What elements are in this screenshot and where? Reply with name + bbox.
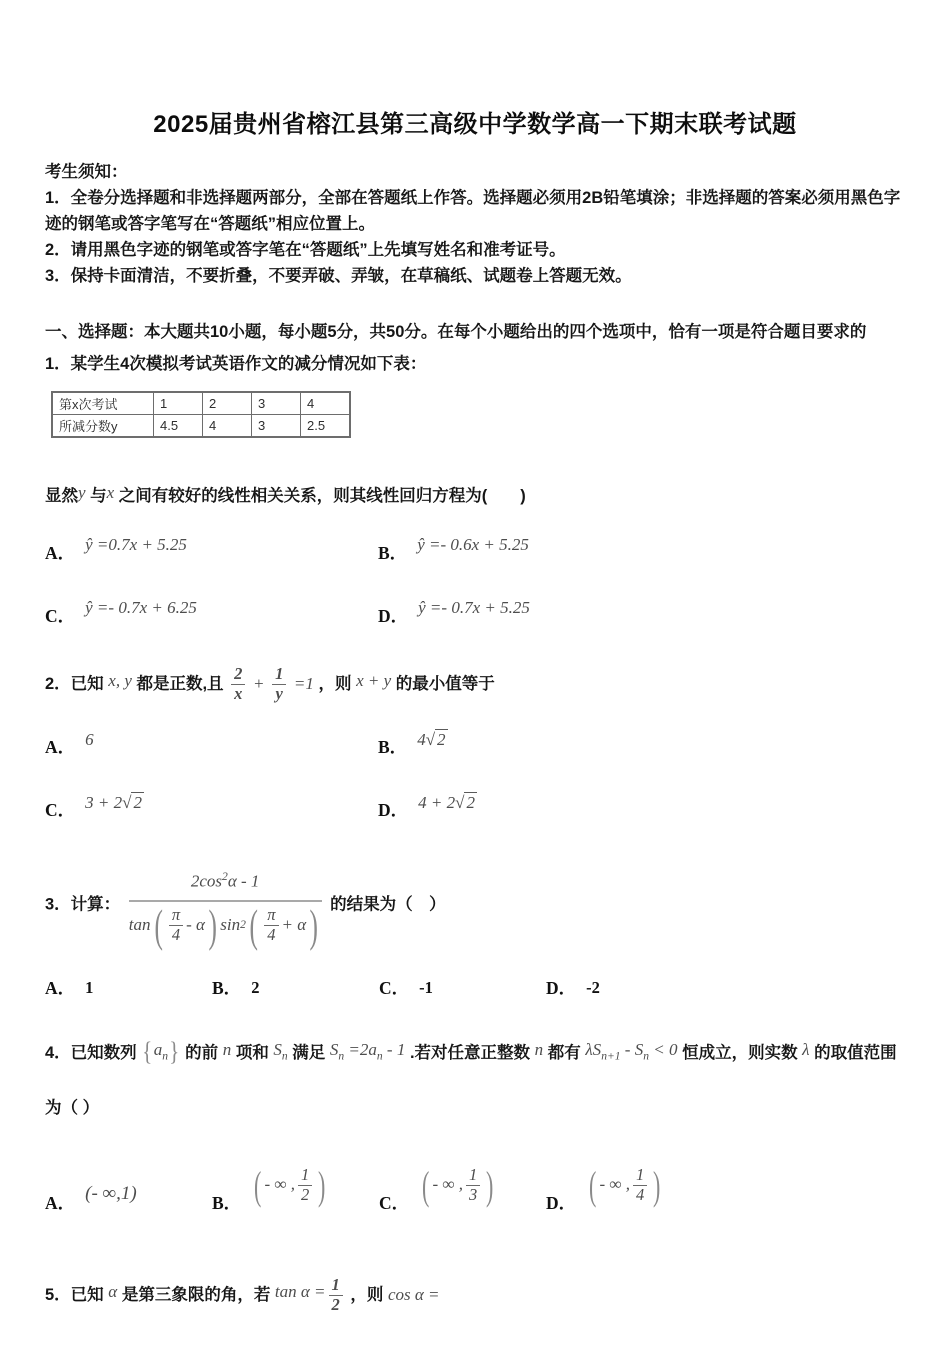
function-name: sin	[220, 915, 241, 935]
text-fragment: 的取值范围为（ ）	[45, 1043, 897, 1118]
question-3-options	[45, 978, 905, 998]
close-brace-icon: }	[169, 1036, 180, 1066]
radicand: 2	[437, 729, 446, 749]
radicand: 2	[466, 792, 475, 812]
subscript: n	[643, 1049, 649, 1063]
question-2-options	[45, 730, 905, 820]
table-row	[52, 415, 350, 438]
table-cell: 第x次考试	[52, 392, 154, 415]
option-b	[212, 1162, 379, 1213]
math-var-n: n	[222, 1039, 232, 1059]
term: - S	[620, 1039, 644, 1059]
fraction-numerator: 1	[469, 1165, 478, 1185]
sequence-term	[153, 1039, 169, 1063]
option-d	[378, 598, 905, 625]
option-d	[378, 793, 905, 820]
option-interval: (- ∞,1)	[85, 1183, 137, 1205]
option-label: B．	[378, 737, 408, 758]
text-fragment: 显然	[45, 487, 78, 505]
fraction-numerator: π	[267, 904, 276, 924]
function-name: tan	[128, 915, 151, 935]
math-cos: cos α =	[387, 1285, 440, 1305]
option-a	[45, 730, 378, 757]
option-a	[45, 1166, 212, 1212]
text-fragment: 项和	[235, 1043, 269, 1062]
sqrt-icon: √	[455, 792, 465, 812]
fraction	[633, 1166, 647, 1205]
option-label: B．	[212, 978, 242, 999]
subscript: n	[338, 1049, 345, 1063]
text-fragment: ，则	[318, 674, 352, 693]
question-5-stem	[45, 1276, 905, 1315]
option-value: 1	[85, 977, 94, 997]
fraction-denominator: 4	[633, 1185, 647, 1205]
close-paren-icon: )	[208, 899, 217, 951]
big-fraction-denominator	[128, 899, 322, 951]
close-paren-icon: )	[309, 899, 319, 951]
option-b	[378, 535, 905, 562]
option-label: A．	[45, 978, 76, 999]
text-fragment: 与	[90, 487, 107, 505]
superscript: 2	[240, 918, 246, 932]
option-label: B．	[378, 542, 408, 563]
table-cell: 2	[203, 392, 252, 415]
option-a	[45, 535, 378, 562]
table-cell: 2.5	[301, 415, 351, 438]
option-formula	[418, 793, 477, 813]
fraction	[169, 906, 183, 945]
subscript: n	[376, 1049, 383, 1063]
option-label: B．	[212, 1192, 242, 1213]
text-fragment: 都是正数,且	[136, 674, 224, 693]
term: 2cos	[190, 871, 223, 891]
sqrt-icon: √	[425, 729, 436, 749]
text-fragment: 的结果为（ ）	[330, 895, 446, 914]
option-label: D．	[546, 978, 577, 999]
subscript: n+1	[601, 1049, 621, 1063]
fraction	[231, 665, 245, 704]
table-cell: 1	[154, 392, 203, 415]
question-3-stem	[45, 864, 905, 951]
coefficient: 3 + 2	[85, 792, 123, 812]
term: - 1	[382, 1039, 406, 1059]
big-fraction-numerator	[191, 864, 260, 900]
text-fragment: 3．计算：	[45, 895, 121, 914]
fraction-denominator: 4	[264, 925, 278, 945]
text-fragment: 满足	[292, 1043, 326, 1062]
text-fragment: 4．已知数列	[45, 1043, 137, 1062]
text-fragment: .若对任意正整数	[409, 1043, 531, 1062]
fraction	[264, 906, 278, 945]
option-formula: ŷ =- 0.6x + 5.25	[417, 535, 529, 554]
math-var-y: y	[78, 483, 86, 502]
option-label: D．	[378, 605, 409, 626]
option-label: C．	[45, 605, 76, 626]
table-row	[52, 392, 350, 415]
math-var-n: n	[534, 1039, 544, 1059]
option-value: 2	[251, 977, 260, 997]
question-1-options	[45, 535, 905, 625]
math-formula-1	[329, 1039, 406, 1063]
option-label: C．	[45, 800, 76, 821]
question-1-followup	[45, 480, 905, 509]
open-paren-icon: (	[249, 899, 258, 951]
math-formula-2	[585, 1039, 678, 1063]
text-fragment: 恒成立，则实数	[682, 1043, 798, 1062]
fraction-numerator: 1	[275, 664, 284, 683]
math-sn	[273, 1039, 288, 1063]
option-c	[45, 598, 378, 625]
text-fragment: ，则	[350, 1286, 384, 1305]
fraction	[298, 1166, 312, 1205]
option-formula	[417, 730, 447, 750]
option-label: D．	[546, 1192, 577, 1213]
fraction-denominator: 3	[466, 1185, 480, 1205]
option-formula: ŷ =- 0.7x + 6.25	[85, 598, 197, 617]
big-fraction	[128, 864, 322, 951]
subscript: n	[281, 1049, 288, 1063]
option-value: -1	[419, 977, 433, 997]
option-label: A．	[45, 1192, 76, 1213]
table-cell: 所减分数y	[52, 415, 154, 438]
option-label: C．	[379, 1192, 410, 1213]
option-label: C．	[379, 978, 410, 999]
option-formula: ŷ =0.7x + 5.25	[85, 535, 187, 554]
table-cell: 4	[203, 415, 252, 438]
option-value: -2	[586, 977, 600, 997]
option-a	[45, 978, 212, 998]
term: S	[329, 1039, 339, 1059]
operator: - α	[186, 915, 205, 935]
fraction-numerator: 1	[636, 1165, 645, 1185]
option-b	[212, 978, 379, 998]
coefficient: 4	[417, 729, 426, 749]
option-d	[546, 978, 905, 998]
superscript: 2	[222, 869, 228, 883]
option-formula: 6	[85, 729, 94, 749]
open-paren-icon: (	[153, 899, 163, 951]
fraction-denominator: 2	[329, 1295, 343, 1315]
term: α - 1	[227, 871, 260, 891]
coefficient: 4 + 2	[418, 792, 456, 812]
variable: S	[273, 1039, 282, 1059]
open-brace-icon: {	[142, 1036, 153, 1066]
option-b	[378, 730, 905, 757]
notice-heading: 考生须知：	[45, 163, 128, 181]
notice-item-1: 1．全卷分选择题和非选择题两部分，全部在答题纸上作答。选择题必须用2B铅笔填涂；非选择题的答案必须用黑色字迹的钢笔或答字笔写在“答题纸”相应位置上。	[45, 189, 901, 233]
close-paren-icon: )	[486, 1162, 494, 1208]
option-c	[379, 978, 546, 998]
table-cell: 4.5	[154, 415, 203, 438]
math-operator: +	[253, 673, 265, 693]
page-title: 2025届贵州省榕江县第三高级中学数学高一下期末联考试题	[153, 111, 797, 138]
notice-section	[45, 159, 905, 289]
interval-left: - ∞ ,	[264, 1174, 296, 1194]
text-fragment: 之间有较好的线性相关关系，则其线性回归方程为( )	[118, 487, 526, 505]
fraction-numerator: 2	[234, 664, 243, 683]
variable: a	[153, 1039, 163, 1059]
math-var-x: x	[106, 483, 115, 502]
term: λS	[585, 1039, 602, 1059]
fraction-denominator: x	[231, 684, 245, 704]
option-c	[379, 1162, 546, 1213]
text-fragment: 的最小值等于	[395, 674, 495, 693]
fraction-numerator: 1	[301, 1165, 310, 1185]
text-fragment: 2．已知	[45, 674, 104, 693]
open-paren-icon: (	[254, 1162, 262, 1208]
fraction-denominator: y	[272, 684, 286, 704]
math-equals: =1	[293, 673, 314, 693]
option-label: A．	[45, 542, 76, 563]
close-paren-icon: )	[318, 1162, 326, 1208]
question-2-stem	[45, 665, 905, 704]
term: < 0	[648, 1039, 678, 1059]
operator: + α	[281, 915, 307, 935]
close-paren-icon: )	[653, 1162, 661, 1208]
fraction-numerator: π	[171, 904, 181, 924]
notice-item-2: 2．请用黑色字迹的钢笔或答字笔在“答题纸”上先填写姓名和准考证号。	[45, 241, 566, 259]
option-d	[546, 1162, 905, 1213]
text-fragment: 是第三象限的角，若	[121, 1286, 271, 1305]
math-expr: x + y	[356, 670, 392, 690]
table-cell: 3	[252, 392, 301, 415]
option-c	[45, 793, 378, 820]
option-label: A．	[45, 737, 76, 758]
fraction-numerator: 1	[331, 1275, 340, 1295]
text-fragment: 5．已知	[45, 1286, 104, 1305]
fraction	[272, 665, 286, 704]
interval-left: - ∞ ,	[599, 1174, 630, 1194]
math-vars: x, y	[108, 670, 132, 690]
table-cell: 3	[252, 415, 301, 438]
math-alpha: α	[108, 1282, 118, 1302]
fraction-denominator: 2	[298, 1185, 312, 1205]
question-4-stem	[45, 1024, 905, 1134]
term: =2a	[344, 1039, 377, 1059]
question-1-stem: 1．某学生4次模拟考试英语作文的减分情况如下表：	[45, 355, 427, 373]
sqrt-icon: √	[122, 792, 132, 812]
interval-left: - ∞ ,	[432, 1174, 463, 1194]
question-1-table	[51, 391, 351, 438]
math-lambda: λ	[802, 1039, 810, 1059]
question-4-options	[45, 1162, 905, 1213]
text-fragment: 都有	[547, 1043, 581, 1062]
math-tan: tan α =	[274, 1282, 326, 1302]
notice-item-3: 3．保持卡面清洁，不要折叠，不要弄破、弄皱，在草稿纸、试题卷上答题无效。	[45, 267, 632, 285]
subscript: n	[162, 1049, 169, 1063]
option-formula: ŷ =- 0.7x + 5.25	[418, 598, 530, 617]
open-paren-icon: (	[589, 1162, 597, 1208]
option-label: D．	[378, 800, 409, 821]
fraction-denominator: 4	[169, 925, 183, 945]
radicand: 2	[133, 792, 142, 812]
option-interval	[586, 1162, 663, 1208]
fraction	[329, 1276, 343, 1315]
option-formula	[85, 793, 144, 813]
option-interval	[251, 1162, 328, 1208]
text-fragment: 的前	[185, 1043, 219, 1062]
option-interval	[419, 1162, 496, 1208]
table-cell: 4	[301, 392, 351, 415]
open-paren-icon: (	[422, 1162, 430, 1208]
fraction	[466, 1166, 480, 1205]
section-heading: 一、选择题：本大题共10小题，每小题5分，共50分。在每个小题给出的四个选项中，恰有一项是符合题目要求的	[45, 323, 867, 341]
